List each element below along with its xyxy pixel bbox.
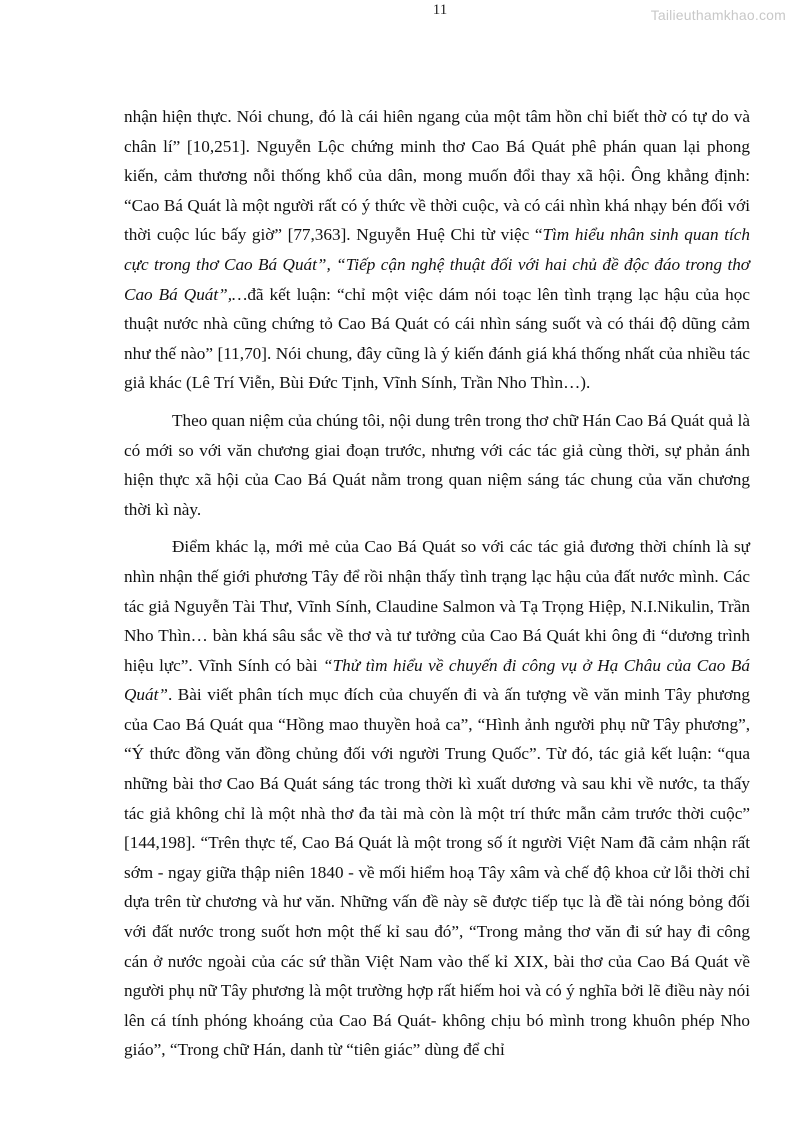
paragraph-3-text-a: Điểm khác lạ, mới mẻ của Cao Bá Quát so với các tác giả đương thời chính là sự nhìn nhận thế giới phương Tây để rồi nhận thấy tình trạng lạc hậu của đất nước mình. Các tác giả Nguyễn Tài Thư, Vĩnh Sính, Claudine Salmon và Tạ Trọng Hiệp, N.I.Nikulin, Trần Nho Thìn… bàn khá sâu sắc về thơ và tư tưởng của Cao Bá Quát khi ông đi “dương trình hiệu lực”. Vĩnh Sính có bài [124,537,750,675]
paragraph-1-italic-titles: Tìm hiểu nhân sinh quan tích cực trong thơ Cao Bá Quát”, “Tiếp cận nghệ thuật đối với hai chủ đề độc đáo trong thơ Cao Bá Quát”,… [124,225,750,304]
paragraph-3-text-b: . Bài viết phân tích mục đích của chuyến đi và ấn tượng về văn minh Tây phương của Cao Bá Quát qua “Hồng mao thuyền hoả ca”, “Hình ảnh người phụ nữ Tây phương”, “Ý thức đồng văn đồng chủng đối với người Trung Quốc”. Từ đó, tác giả kết luận: “qua những bài thơ Cao Bá Quát sáng tác trong thời kì xuất dương và sau khi về nước, ta thấy tác giả không chỉ là một nhà thơ đa tài mà còn là một trí thức mẫn cảm trước thời cuộc” [144,198]. “Trên thực tế, Cao Bá Quát là một trong số ít người Việt Nam đã cảm nhận rất sớm - ngay giữa thập niên 1840 - về mối hiểm hoạ Tây xâm và chế độ khoa cử lỗi thời chỉ dựa trên từ chương và hư văn. Những vấn đề này sẽ được tiếp tục là đề tài nóng bỏng đối với đất nước trong suốt hơn một thế kỉ sau đó”, “Trong mảng thơ văn đi sứ hay đi công cán ở nước ngoài của các sứ thần Việt Nam vào thế kỉ XIX, bài thơ của Cao Bá Quát về người phụ nữ Tây phương là một trường hợp rất hiếm hoi và có ý nghĩa bởi lẽ điều này nói lên cá tính phóng khoáng của Cao Bá Quát- không chịu bó mình trong khuôn phép Nho giáo”, “Trong chữ Hán, danh từ “tiên giác” dùng để chỉ [124,685,750,1060]
paragraph-1 [124,102,750,398]
paragraph-3-italic-title: “Thử tìm hiểu về chuyến đi công vụ ở Hạ Châu của Cao Bá Quát” [124,655,750,705]
watermark-text: Tailieuthamkhao.com [650,7,786,23]
document-body [124,102,750,1065]
paragraph-1-text-a: nhận hiện thực. Nói chung, đó là cái hiên ngang của một tâm hồn chỉ biết thờ có tự do và chân lí” [10,251]. Nguyễn Lộc chứng minh thơ Cao Bá Quát phê phán quan lại phong kiến, cảm thương nỗi thống khổ của dân, mong muốn đổi thay xã hội. Ông khẳng định: “Cao Bá Quát là một người rất có ý thức về thời cuộc, và có cái nhìn khá nhạy bén đối với thời cuộc lúc bấy giờ” [77,363]. Nguyễn Huệ Chi từ việc “ [124,107,750,245]
paragraph-3 [124,532,750,1065]
paragraph-1-text-b: đã kết luận: “chỉ một việc dám nói toạc lên tình trạng lạc hậu của học thuật nước nhà cũng chứng tỏ Cao Bá Quát có cái nhìn sáng suốt và có thái độ dũng cảm như thế nào” [11,70]. Nói chung, đây cũng là ý kiến đánh giá khá thống nhất của nhiều tác giả khác (Lê Trí Viễn, Bùi Đức Tịnh, Vĩnh Sính, Trần Nho Thìn…). [124,284,750,393]
page-number: 11 [432,2,448,18]
paragraph-2: Theo quan niệm của chúng tôi, nội dung trên trong thơ chữ Hán Cao Bá Quát quả là có mới so với văn chương giai đoạn trước, nhưng với các tác giả cùng thời, sự phản ánh hiện thực xã hội của Cao Bá Quát nằm trong quan niệm sáng tác chung của văn chương thời kì này. [124,410,750,519]
